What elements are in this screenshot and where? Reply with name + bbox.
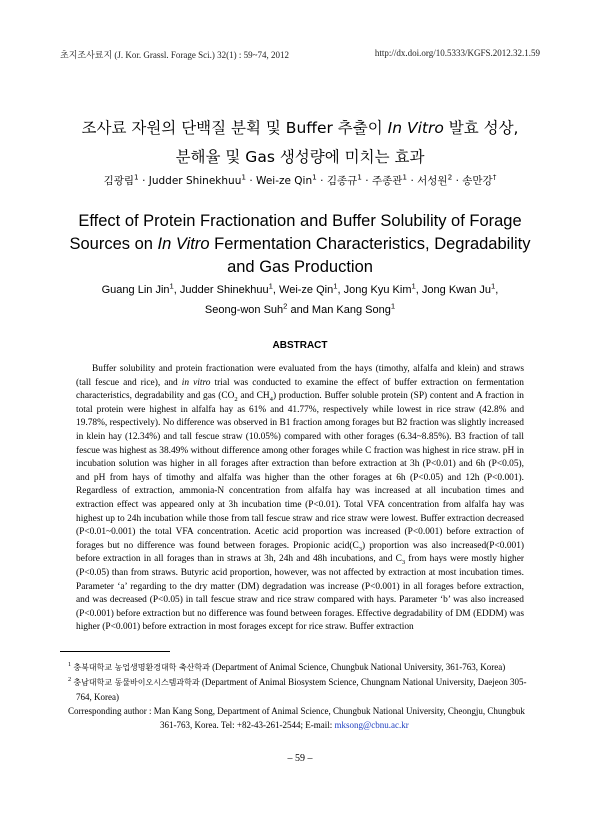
footnote-divider bbox=[60, 651, 170, 652]
english-title-line-3: and Gas Production bbox=[227, 258, 373, 276]
author: Jong Kyu Kim$^1$ bbox=[343, 281, 416, 296]
running-header bbox=[60, 48, 540, 61]
korean-title bbox=[40, 114, 560, 172]
author: Judder Shinekhuu$^1$ bbox=[148, 172, 247, 187]
author: 서성원$^2$ bbox=[417, 172, 453, 187]
email-link[interactable]: mksong@cbnu.ac.kr bbox=[334, 720, 409, 730]
footnotes bbox=[68, 660, 533, 732]
english-title-line-1: Effect of Protein Fractionation and Buffer Solubility of Forage bbox=[78, 212, 522, 230]
english-authors-line-2: Seong-won Suh$^2$ and Man Kang Song$^1$ bbox=[204, 301, 396, 316]
author: Guang Lin Jin$^1$ bbox=[101, 281, 174, 296]
footnote-1: $^1$ 충북대학교 농업생명환경대학 축산학과 (Department of Animal Science, Chungbuk National University, 361-763, Korea) bbox=[68, 661, 506, 672]
author: Wei-ze Qin$^1$ bbox=[256, 172, 317, 187]
english-title bbox=[40, 210, 560, 279]
author: 송만강† bbox=[462, 172, 497, 187]
journal-citation: 초지조사료지 (J. Kor. Grassl. Forage Sci.) 32(1) : 59~74, 2012 bbox=[60, 50, 290, 60]
abstract-text: Buffer solubility and protein fractionation were evaluated from the hays (timothy, alfalfa and klein) and straws (tall fescue and rice), and in vitro trial was conducted to examine the effect of buffer extraction on fermentation characteristics, degradability and gas ($CO_2$ and $CH_4$) production. Buffer soluble protein (SP) content and A fraction in total protein were highest in alfalfa hay as 61% and 41.77%, respectively while lowest in rice straw (42.8% and 19.78%, respectively). No difference was observed in B1 fraction among forages but B2 fraction was slightly increased in klein hay (12.34%) and tall fescue straw (10.05%) compared with other forages (6.34~8.85%). B3 fraction of tall fescue was highest as 38.49% without difference among other forages while C fraction was highest in rice straw. pH in incubation solution was higher in all forages after extraction than before extraction at 3h (P<0.01) and 6h (P<0.05), and pH from hays of timothy and alfalfa was higher than the other forages at 6h (P<0.05) and 12h (P<0.001). Regardless of extraction, ammonia-N concentration from alfalfa hay was increased at all incubation times and extraction effect was appeared only at 3h incubation time (P<0.01). Total VFA concentration from alfalfa hay was highest up to 24h incubation while those from tall fescue straw and rice straw were lowest. Buffer extraction decreased (P<0.01~0.001) the total VFA concentration. Acetic acid proportion was increased (P<0.001) before extraction of forages but no difference was found between forages. Propionic $acid(C_3)$ proportion was also increased(P<0.001) before extraction in all forages than in straws at 3h, 24h and 48h incubations, and $C_3$ from hays were mostly higher (P<0.05) than from straws. Butyric acid proportion, however, was not affected by extraction at most incubation times. Parameter ‘a’ regarding to the dry matter (DM) degradation was increase (P<0.001) in all forages before extraction, and was decreased (P<0.05) in tall fescue straw and rice straw compared with hays. Parameter ‘b’ was also increased (P<0.001) before extraction but no difference was found between forages. Effective degradability of DM (EDDM) was higher (P<0.001) before extraction in most forages except for rice straw. Buffer extraction bbox=[76, 364, 524, 633]
footnote-2: $^2$ 충남대학교 동물바이오시스템과학과 (Department of Animal Biosystem Science, Chungnam National University, Daejeon 305-764, Korea) bbox=[68, 676, 527, 702]
author: 주종관$^1$ bbox=[371, 172, 408, 187]
english-title-line-2: Sources on In Vitro Fermentation Characteristics, Degradability bbox=[69, 235, 531, 253]
author: 김광림$^1$ bbox=[103, 172, 139, 187]
author: Judder Shinekhuu$^1$ bbox=[179, 281, 273, 296]
korean-author-list: 김광림$^1$ · Judder Shinekhuu$^1$ · Wei-ze Qin$^1$ · 김종규$^1$ · 주종관$^1$ · 서성원$^2$ · 송만강† bbox=[103, 172, 497, 187]
author: Jong Kwan Ju$^1$ bbox=[421, 281, 496, 296]
page-number: – 59 – bbox=[287, 753, 313, 764]
korean-title-line-2: 분해율 및 Gas 생성량에 미치는 효과 bbox=[175, 148, 425, 166]
korean-title-line-1: 조사료 자원의 단백질 분획 및 Buffer 추출이 In Vitro 발효 성상, bbox=[81, 119, 519, 137]
author: Wei-ze Qin$^1$ bbox=[279, 281, 338, 296]
author: 김종규$^1$ bbox=[326, 172, 362, 187]
corresponding-author: Corresponding author : Man Kang Song, Department of Animal Science, Chungbuk National University, Cheongju, Chungbuk 361-763, Korea. Tel: +82-43-261-2544; E-mail: mksong@cbnu.ac.kr bbox=[68, 706, 525, 730]
english-author-list bbox=[60, 280, 540, 320]
doi-link[interactable]: http://dx.doi.org/10.5333/KGFS.2012.32.1.59 bbox=[374, 48, 540, 58]
english-authors-line-1: Guang Lin Jin$^1$, Judder Shinekhuu$^1$, Wei-ze Qin$^1$, Jong Kyu Kim$^1$, Jong Kwan Ju$^1$, bbox=[101, 281, 499, 296]
abstract-heading: ABSTRACT bbox=[272, 340, 328, 351]
